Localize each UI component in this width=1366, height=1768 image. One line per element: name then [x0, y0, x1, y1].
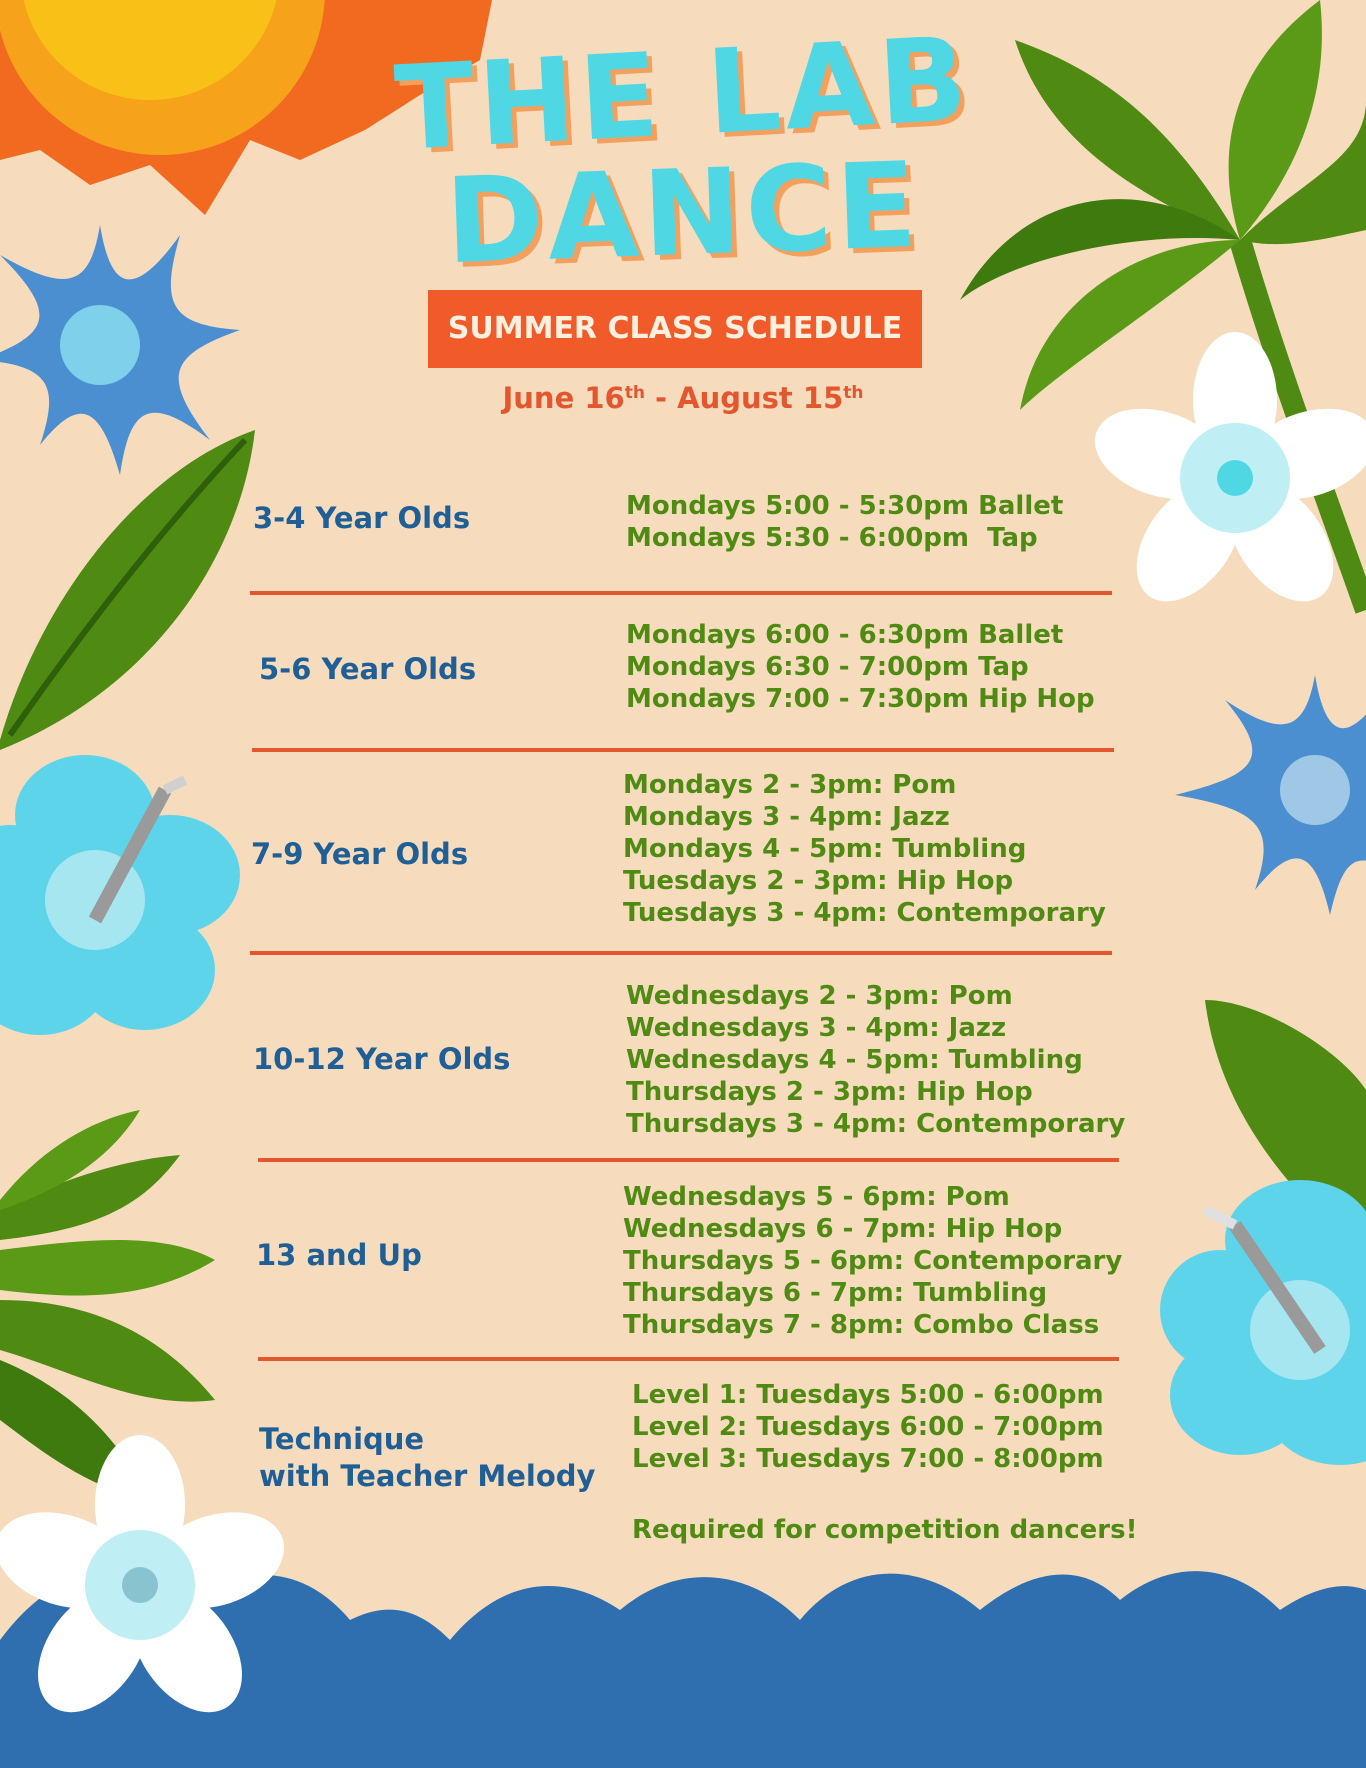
age-group-label — [259, 1421, 595, 1495]
age-group-label-line2: with Teacher Melody — [259, 1459, 596, 1493]
end-date-suffix: th — [843, 383, 864, 403]
section-divider — [258, 1357, 1119, 1361]
age-group-label: 3-4 Year Olds — [253, 501, 471, 535]
start-date: June 16 — [502, 381, 625, 415]
date-range — [0, 378, 1366, 418]
age-group-label: 10-12 Year Olds — [253, 1042, 511, 1076]
plumeria-icon — [1083, 332, 1366, 621]
class-item: Tuesdays 2 - 3pm: Hip Hop — [623, 866, 1014, 896]
title-line-1: THE LAB — [391, 12, 975, 177]
age-group-label-line1: Technique — [259, 1422, 425, 1456]
section-divider — [250, 591, 1112, 595]
title-line-2: DANCE — [443, 135, 923, 291]
class-list — [623, 769, 1106, 929]
class-item: Wednesdays 2 - 3pm: Pom — [626, 981, 1013, 1011]
age-group-label: 5-6 Year Olds — [259, 652, 477, 686]
class-item: Thursdays 3 - 4pm: Contemporary — [626, 1109, 1126, 1139]
banana-leaf-icon — [0, 430, 255, 750]
class-item: Thursdays 7 - 8pm: Combo Class — [623, 1310, 1100, 1340]
class-item: Level 3: Tuesdays 7:00 - 8:00pm — [632, 1444, 1104, 1474]
class-item: Wednesdays 4 - 5pm: Tumbling — [626, 1045, 1083, 1075]
class-item: Thursdays 6 - 7pm: Tumbling — [623, 1278, 1048, 1308]
class-item: Mondays 4 - 5pm: Tumbling — [623, 834, 1027, 864]
date-separator: - — [644, 381, 678, 415]
class-item: Mondays 3 - 4pm: Jazz — [623, 802, 950, 832]
class-item: Thursdays 5 - 6pm: Contemporary — [623, 1246, 1123, 1276]
starfish-flower-icon — [1175, 675, 1366, 915]
class-item: Mondays 6:30 - 7:00pm Tap — [626, 652, 1029, 682]
schedule-banner: SUMMER CLASS SCHEDULE — [428, 290, 922, 368]
class-list — [626, 980, 1125, 1140]
class-item: Level 2: Tuesdays 6:00 - 7:00pm — [632, 1412, 1104, 1442]
hibiscus-icon — [0, 755, 240, 1035]
class-item: Tuesdays 3 - 4pm: Contemporary — [623, 898, 1106, 928]
age-group-label: 7-9 Year Olds — [251, 837, 469, 871]
age-group-label: 13 and Up — [256, 1238, 422, 1272]
class-item: Wednesdays 6 - 7pm: Hip Hop — [623, 1214, 1063, 1244]
class-item: Wednesdays 3 - 4pm: Jazz — [626, 1013, 1007, 1043]
class-item: Wednesdays 5 - 6pm: Pom — [623, 1182, 1010, 1212]
class-item: Mondays 5:30 - 6:00pm Tap — [626, 523, 1038, 553]
class-list — [623, 1181, 1122, 1341]
class-item: Mondays 7:00 - 7:30pm Hip Hop — [626, 684, 1095, 714]
class-list — [626, 490, 1063, 554]
class-item: Level 1: Tuesdays 5:00 - 6:00pm — [632, 1380, 1104, 1410]
end-date: August 15 — [677, 381, 844, 415]
section-divider — [250, 951, 1112, 955]
class-list — [632, 1379, 1104, 1475]
palm-leaf-icon — [0, 1110, 215, 1500]
class-item: Mondays 2 - 3pm: Pom — [623, 770, 957, 800]
class-item: Mondays 6:00 - 6:30pm Ballet — [626, 620, 1064, 650]
start-date-suffix: th — [624, 383, 645, 403]
class-item: Thursdays 2 - 3pm: Hip Hop — [626, 1077, 1033, 1107]
competition-note: Required for competition dancers! — [632, 1515, 1138, 1545]
class-item: Mondays 5:00 - 5:30pm Ballet — [626, 491, 1064, 521]
class-list — [626, 619, 1095, 715]
hibiscus-icon — [1160, 1180, 1366, 1465]
section-divider — [258, 1158, 1119, 1162]
section-divider — [252, 748, 1114, 752]
